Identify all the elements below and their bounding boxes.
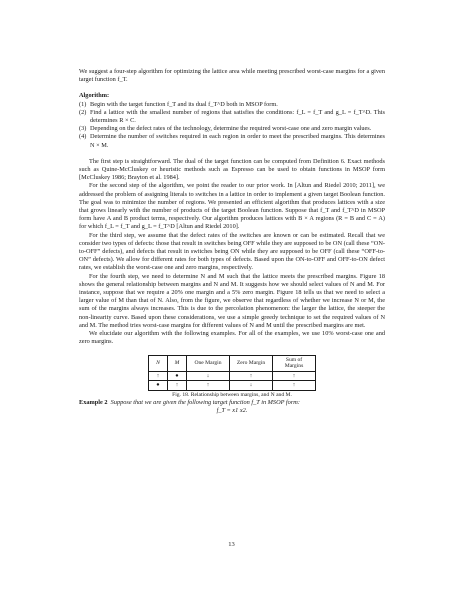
algorithm-step xyxy=(79,109,385,125)
figure-caption: Fig. 18. Relationship between margins, and N and M. xyxy=(172,391,292,398)
example-label: Example 2 xyxy=(79,398,108,406)
step-text: Determine the number of switches required in each region in order to meet the prescribed margins. This determines N × M. xyxy=(90,133,385,149)
table-header-row xyxy=(149,355,316,371)
table-cell: ↑ xyxy=(168,381,187,391)
step-number: (3) xyxy=(79,125,87,133)
algorithm-steps xyxy=(79,101,385,150)
body-paragraph: The first step is straightforward. The dual of the target function can be computed from Definition 6. Exact methods such as Quine-McCluskey or heuristic methods such as Espresso can be used to obtain functions in MSOP form [McCluskey 1986; Brayton et al. 1984]. xyxy=(79,157,385,182)
body-paragraph: For the fourth step, we need to determine N and M such that the lattice meets the prescribed margins. Figure 18 shows the general relationship between margins and N and M. It suggests how we should select values of N and M. For instance, suppose that we require a 20% one margin and a 5% zero margin. Figure 18 tells us that we need to select a larger value of M than that of N. Also, from the figure, we observe that regardless of whether we increase N or M, the sum of the margins always increases. This is due to the percolation phenomenon: the larger the lattice, the steeper the non-linearity curve. Based upon these considerations, we use a simple greedy technique to set the required values of N and M. The method tries worst-case margins for different values of N and M until the prescribed margins are met. xyxy=(79,272,385,329)
header-m: M xyxy=(168,355,187,371)
step-text: Find a lattice with the smallest number of regions that satisfies the conditions: f_L = f_T and g_L = f_T^D. This determines R × C. xyxy=(90,108,385,125)
table-cell: ↑ xyxy=(273,381,316,391)
table-cell: ↑ xyxy=(273,371,316,381)
table-cell: ● xyxy=(149,381,168,391)
table-cell: ↓ xyxy=(187,371,230,381)
step-number: (2) xyxy=(79,108,87,116)
table-cell: ● xyxy=(168,371,187,381)
step-number: (1) xyxy=(79,100,87,108)
step-text: Depending on the defect rates of the technology, determine the required worst-case one and zero margin values. xyxy=(90,125,372,133)
table-cell: ↑ xyxy=(149,371,168,381)
header-zero-margin: Zero Margin xyxy=(230,355,273,371)
intro-paragraph: We suggest a four-step algorithm for optimizing the lattice area while meeting prescribed worst-case margins for a given target function f_T. xyxy=(79,68,385,84)
table-row xyxy=(149,371,316,381)
example-statement xyxy=(79,399,385,407)
body-paragraph: For the third step, we assume that the defect rates of the switches are known or can be estimated. Recall that we consider two types of defects: those that result in switches being OFF while they are supposed to be ON (call these “ON-to-OFF” defects), and defects that result in switches being ON while they are supposed to be OFF (call these “OFF-to-ON” defects). We allow for different rates for both types of defects. Based upon the ON-to-OFF and OFF-to-ON defect rates, we establish the worst-case one and zero margins, respectively. xyxy=(79,231,385,272)
algorithm-step xyxy=(79,125,385,133)
step-text: Begin with the target function f_T and its dual f_T^D both in MSOP form. xyxy=(90,100,278,108)
header-n: N xyxy=(149,355,168,371)
margins-table xyxy=(148,355,316,391)
header-sum-of-margins: Sum of Margins xyxy=(273,355,316,371)
body-paragraph: We elucidate our algorithm with the following examples. For all of the examples, we use 10% worst-case one and zero margins. xyxy=(79,330,385,346)
algorithm-step xyxy=(79,101,385,109)
page-content xyxy=(79,68,385,415)
table-cell: ↓ xyxy=(230,381,273,391)
table-cell: ↑ xyxy=(230,371,273,381)
algorithm-heading: Algorithm: xyxy=(79,92,110,100)
page-number: 13 xyxy=(228,541,235,548)
table-row xyxy=(149,381,316,391)
algorithm-step xyxy=(79,133,385,149)
table-cell: ↑ xyxy=(187,381,230,391)
step-number: (4) xyxy=(79,133,87,141)
example-formula: f_T = x1 x2. xyxy=(216,406,248,414)
example-text: Suppose that we are given the following target function f_T in MSOP form: xyxy=(110,398,300,406)
header-one-margin: One Margin xyxy=(187,355,230,371)
body-paragraph: For the second step of the algorithm, we point the reader to our prior work. In [Altun and Riedel 2010; 2011], we addressed the problem of assigning literals to switches in a lattice in order to implement a given target Boolean function. The goal was to minimize the number of regions. We presented an efficient algorithm that produces lattices with a size that grows linearly with the number of products of the target Boolean function. Suppose that f_T and f_T^D in MSOP form have A and B product terms, respectively. Our algorithm produces lattices with B × A regions (R = B and C = A) for which f_L = f_T and g_L = f_T^D [Altun and Riedel 2010]. xyxy=(79,182,385,231)
